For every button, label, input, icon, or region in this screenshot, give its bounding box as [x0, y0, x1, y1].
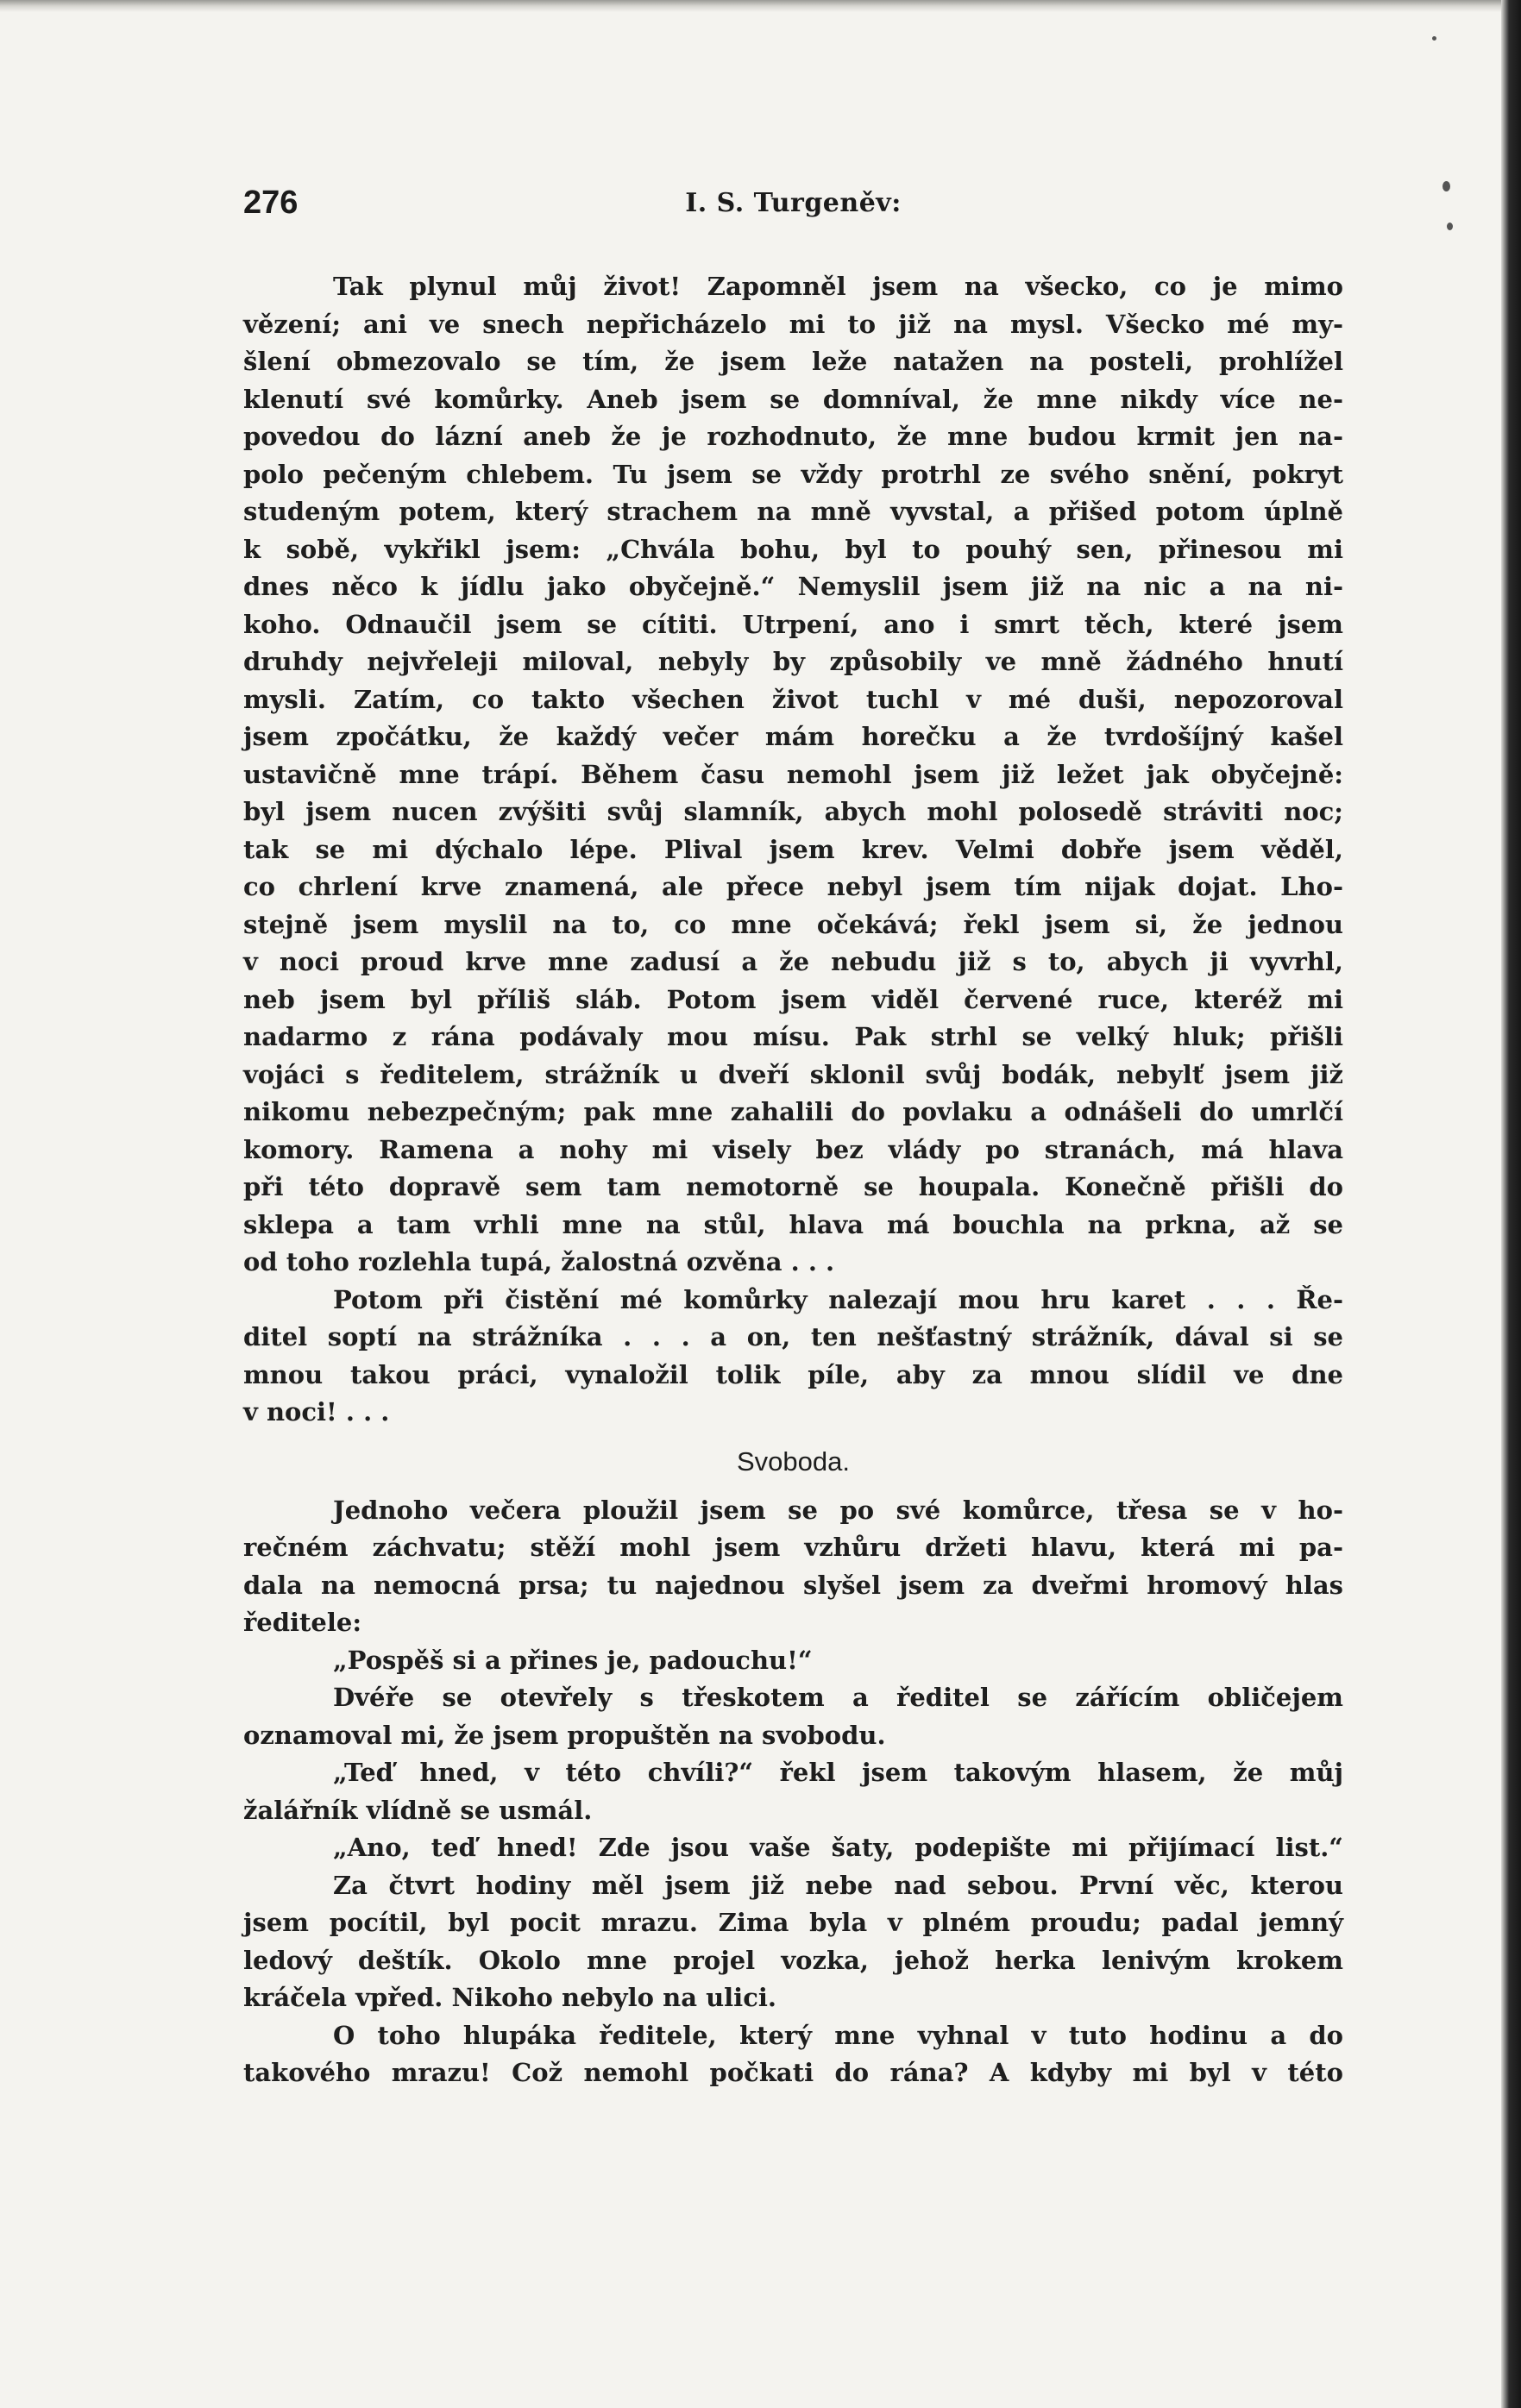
text-line: mnou takou práci, vynaložil tolik píle, aby za mnou slídil ve dne — [243, 1359, 1343, 1389]
text-line: oznamoval mi, že jsem propuštěn na svobodu. — [243, 1720, 886, 1750]
text-line: druhdy nejvřeleji miloval, nebyly by způsobily ve mně žádného hnutí — [243, 647, 1343, 676]
scan-speck — [1442, 181, 1450, 191]
page-number: 276 — [243, 185, 299, 221]
text-line: jsem zpočátku, že každý večer mám horečku a že tvrdošíjný kašel — [243, 722, 1343, 751]
text-line: v noci proud krve mne zadusí a že nebudu již s to, abych ji vyvrhl, — [243, 947, 1343, 976]
text-line: šlení obmezovalo se tím, že jsem leže natažen na posteli, prohlížel — [243, 347, 1343, 376]
text-line: byl jsem nucen zvýšiti svůj slamník, abych mohl polosedě stráviti noc; — [243, 797, 1343, 826]
text-line: „Pospěš si a přines je, padouchu!“ — [333, 1645, 813, 1675]
text-line: neb jsem byl příliš sláb. Potom jsem viděl červené ruce, kteréž mi — [243, 984, 1343, 1014]
text-line: koho. Odnaučil jsem se cítiti. Utrpení, ano i smrt těch, které jsem — [243, 609, 1343, 639]
text-line: dnes něco k jídlu jako obyčejně.“ Nemyslil jsem již na nic a na ni- — [243, 572, 1343, 601]
text-line: ředitele: — [243, 1608, 362, 1637]
text-line: sklepa a tam vrhli mne na stůl, hlava má bouchla na prkna, až se — [243, 1209, 1343, 1239]
text-line: mysli. Zatím, co takto všechen život tuchl v mé duši, nepozoroval — [243, 684, 1343, 714]
text-line: O toho hlupáka ředitele, který mne vyhnal v tuto hodinu a do — [333, 2020, 1343, 2050]
text-line: vězení; ani ve snech nepřicházelo mi to již na mysl. Všecko mé my- — [243, 309, 1343, 339]
section-heading: Svoboda. — [737, 1445, 850, 1477]
text-line: takového mrazu! Což nemohl počkati do rána? A kdyby mi byl v této — [243, 2058, 1343, 2087]
text-line: vojáci s ředitelem, strážník u dveří sklonil svůj bodák, nebylť jsem již — [243, 1059, 1343, 1089]
text-line: při této dopravě sem tam nemotorně se houpala. Konečně přišli do — [243, 1172, 1343, 1201]
scan-top-edge — [0, 0, 1501, 12]
text-line: v noci! . . . — [243, 1397, 390, 1427]
text-line: kráčela vpřed. Nikoho nebylo na ulici. — [243, 1983, 776, 2012]
text-line: povedou do lázní aneb že je rozhodnuto, že mne budou krmit jen na- — [243, 422, 1343, 451]
running-head: I. S. Turgeněv: — [685, 188, 902, 218]
text-line: tak se mi dýchalo lépe. Plival jsem krev. Velmi dobře jsem věděl, — [243, 834, 1343, 864]
text-line: od toho rozlehla tupá, žalostná ozvěna . . . — [243, 1247, 835, 1276]
text-line: nikomu nebezpečným; pak mne zahalili do povlaku a odnášeli do umrlčí — [243, 1097, 1343, 1126]
text-line: ledový deštík. Okolo mne projel vozka, jehož herka lenivým krokem — [243, 1945, 1343, 1975]
text-line: nadarmo z rána podávaly mou mísu. Pak strhl se velký hluk; přišli — [243, 1022, 1343, 1051]
text-line: dala na nemocná prsa; tu najednou slyšel jsem za dveřmi hromový hlas — [243, 1570, 1343, 1600]
scan-right-edge — [1501, 0, 1521, 2408]
text-line: komory. Ramena a nohy mi visely bez vlády po stranách, má hlava — [243, 1134, 1343, 1164]
text-line: studeným potem, který strachem na mně vyvstal, a přišed potom úplně — [243, 497, 1343, 526]
scan-speck — [1447, 223, 1453, 230]
text-line: co chrlení krve znamená, ale přece nebyl jsem tím nijak dojat. Lho- — [243, 872, 1343, 901]
text-line: jsem pocítil, byl pocit mrazu. Zima byla v plném proudu; padal jemný — [243, 1908, 1343, 1937]
text-line: k sobě, vykřikl jsem: „Chvála bohu, byl to pouhý sen, přinesou mi — [243, 534, 1343, 564]
text-line: žalářník vlídně se usmál. — [243, 1795, 593, 1825]
text-line: Jednoho večera ploužil jsem se po své komůrce, třesa se v ho- — [333, 1495, 1343, 1525]
text-line: ditel soptí na strážníka . . . a on, ten nešťastný strážník, dával si se — [243, 1322, 1343, 1351]
body-text — [243, 268, 1343, 2092]
text-line: klenutí své komůrky. Aneb jsem se domníval, že mne nikdy více ne- — [243, 384, 1343, 414]
text-line: polo pečeným chlebem. Tu jsem se vždy protrhl ze svého snění, pokryt — [243, 459, 1343, 489]
page-header — [243, 185, 1343, 226]
text-line: rečném záchvatu; stěží mohl jsem vzhůru držeti hlavu, která mi pa- — [243, 1533, 1343, 1562]
text-line: Tak plynul můj život! Zapomněl jsem na všecko, co je mimo — [333, 272, 1343, 301]
scan-speck — [1432, 36, 1436, 41]
text-line: stejně jsem myslil na to, co mne očekává; řekl jsem si, že jednou — [243, 909, 1343, 939]
text-line: ustavičně mne trápí. Během času nemohl jsem již ležet jak obyčejně: — [243, 759, 1343, 789]
text-line: „Teď hned, v této chvíli?“ řekl jsem takovým hlasem, že můj — [333, 1758, 1343, 1787]
text-line: „Ano, teď hned! Zde jsou vaše šaty, podepište mi přijímací list.“ — [333, 1833, 1343, 1862]
text-line: Potom při čistění mé komůrky nalezají mou hru karet . . . Ře- — [333, 1284, 1343, 1314]
text-line: Za čtvrt hodiny měl jsem již nebe nad sebou. První věc, kterou — [333, 1870, 1343, 1900]
text-line: Dvéře se otevřely s třeskotem a ředitel se zářícím obličejem — [333, 1683, 1343, 1712]
